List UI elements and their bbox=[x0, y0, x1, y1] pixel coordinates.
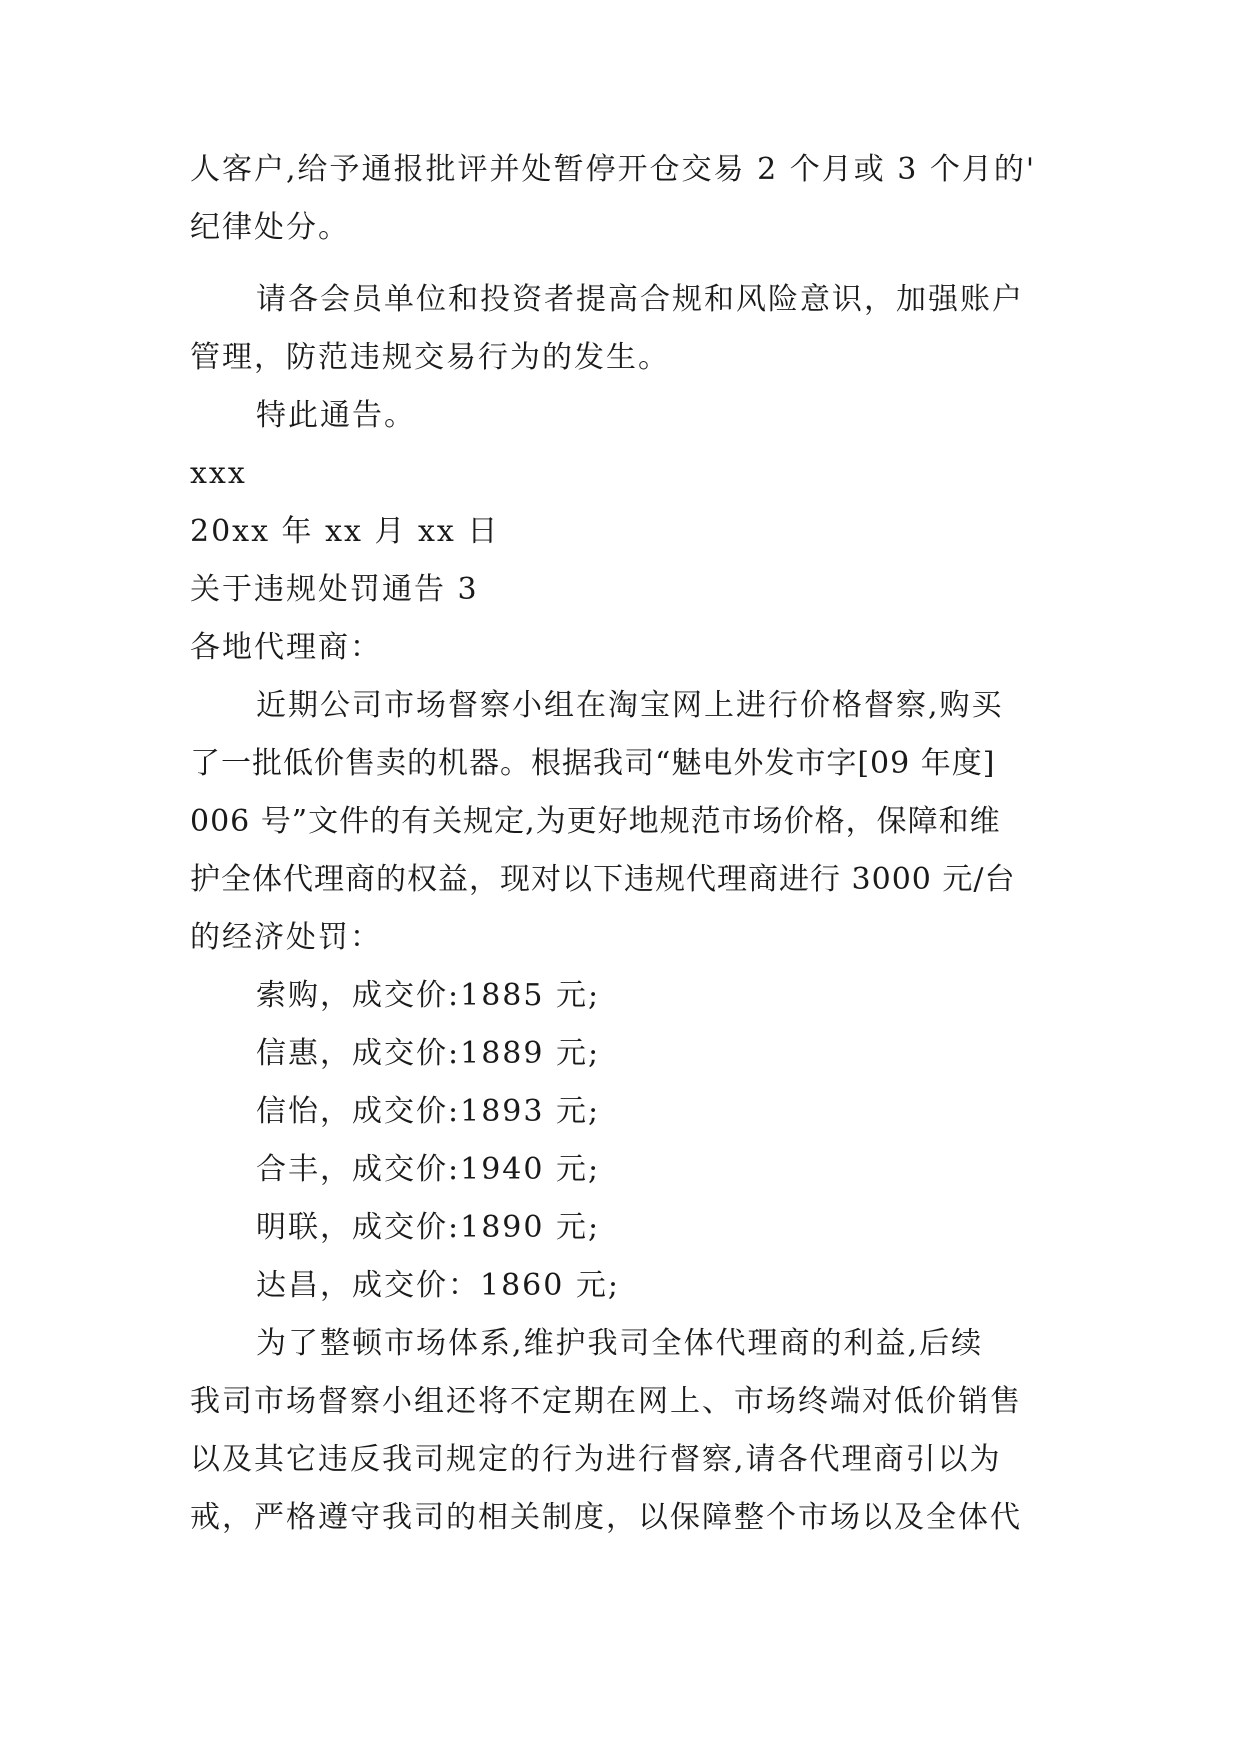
paragraph-line: 006 号”文件的有关规定,为更好地规范市场价格，保障和维 bbox=[190, 804, 1001, 839]
paragraph-line: 纪律处分。 bbox=[190, 210, 350, 245]
paragraph-line: 为了整顿市场体系,维护我司全体代理商的利益,后续 bbox=[256, 1326, 984, 1361]
section-title: 关于违规处罚通告 3 bbox=[190, 572, 479, 607]
penalty-item: 信怡，成交价:1893 元; bbox=[256, 1094, 601, 1129]
paragraph-line: 人客户,给予通报批评并处暂停开仓交易 2 个月或 3 个月的' bbox=[190, 152, 1037, 187]
penalty-item: 合丰，成交价:1940 元; bbox=[256, 1152, 601, 1187]
paragraph-line: 近期公司市场督察小组在淘宝网上进行价格督察,购买 bbox=[256, 688, 1004, 723]
paragraph-line: 护全体代理商的权益，现对以下违规代理商进行 3000 元/台 bbox=[190, 862, 1016, 897]
paragraph-line: 管理，防范违规交易行为的发生。 bbox=[190, 340, 670, 375]
paragraph-line: 我司市场督察小组还将不定期在网上、市场终端对低价销售 bbox=[190, 1384, 1022, 1419]
penalty-item: 达昌，成交价：1860 元; bbox=[256, 1268, 620, 1303]
paragraph-line: 以及其它违反我司规定的行为进行督察,请各代理商引以为 bbox=[190, 1442, 1002, 1477]
paragraph-line: 的经济处罚： bbox=[190, 920, 382, 955]
paragraph-line: 请各会员单位和投资者提高合规和风险意识，加强账户 bbox=[256, 282, 1024, 317]
paragraph-line: 戒，严格遵守我司的相关制度，以保障整个市场以及全体代 bbox=[190, 1500, 1022, 1535]
salutation: 各地代理商： bbox=[190, 630, 382, 665]
signature-date: 20xx 年 xx 月 xx 日 bbox=[190, 514, 500, 549]
penalty-item: 索购，成交价:1885 元; bbox=[256, 978, 601, 1013]
closing-line: 特此通告。 bbox=[256, 398, 416, 433]
paragraph-line: 了一批低价售卖的机器。根据我司“魅电外发市字[09 年度] bbox=[190, 746, 996, 781]
signature-name: xxx bbox=[190, 456, 247, 491]
penalty-item: 明联，成交价:1890 元; bbox=[256, 1210, 601, 1245]
penalty-item: 信惠，成交价:1889 元; bbox=[256, 1036, 601, 1071]
